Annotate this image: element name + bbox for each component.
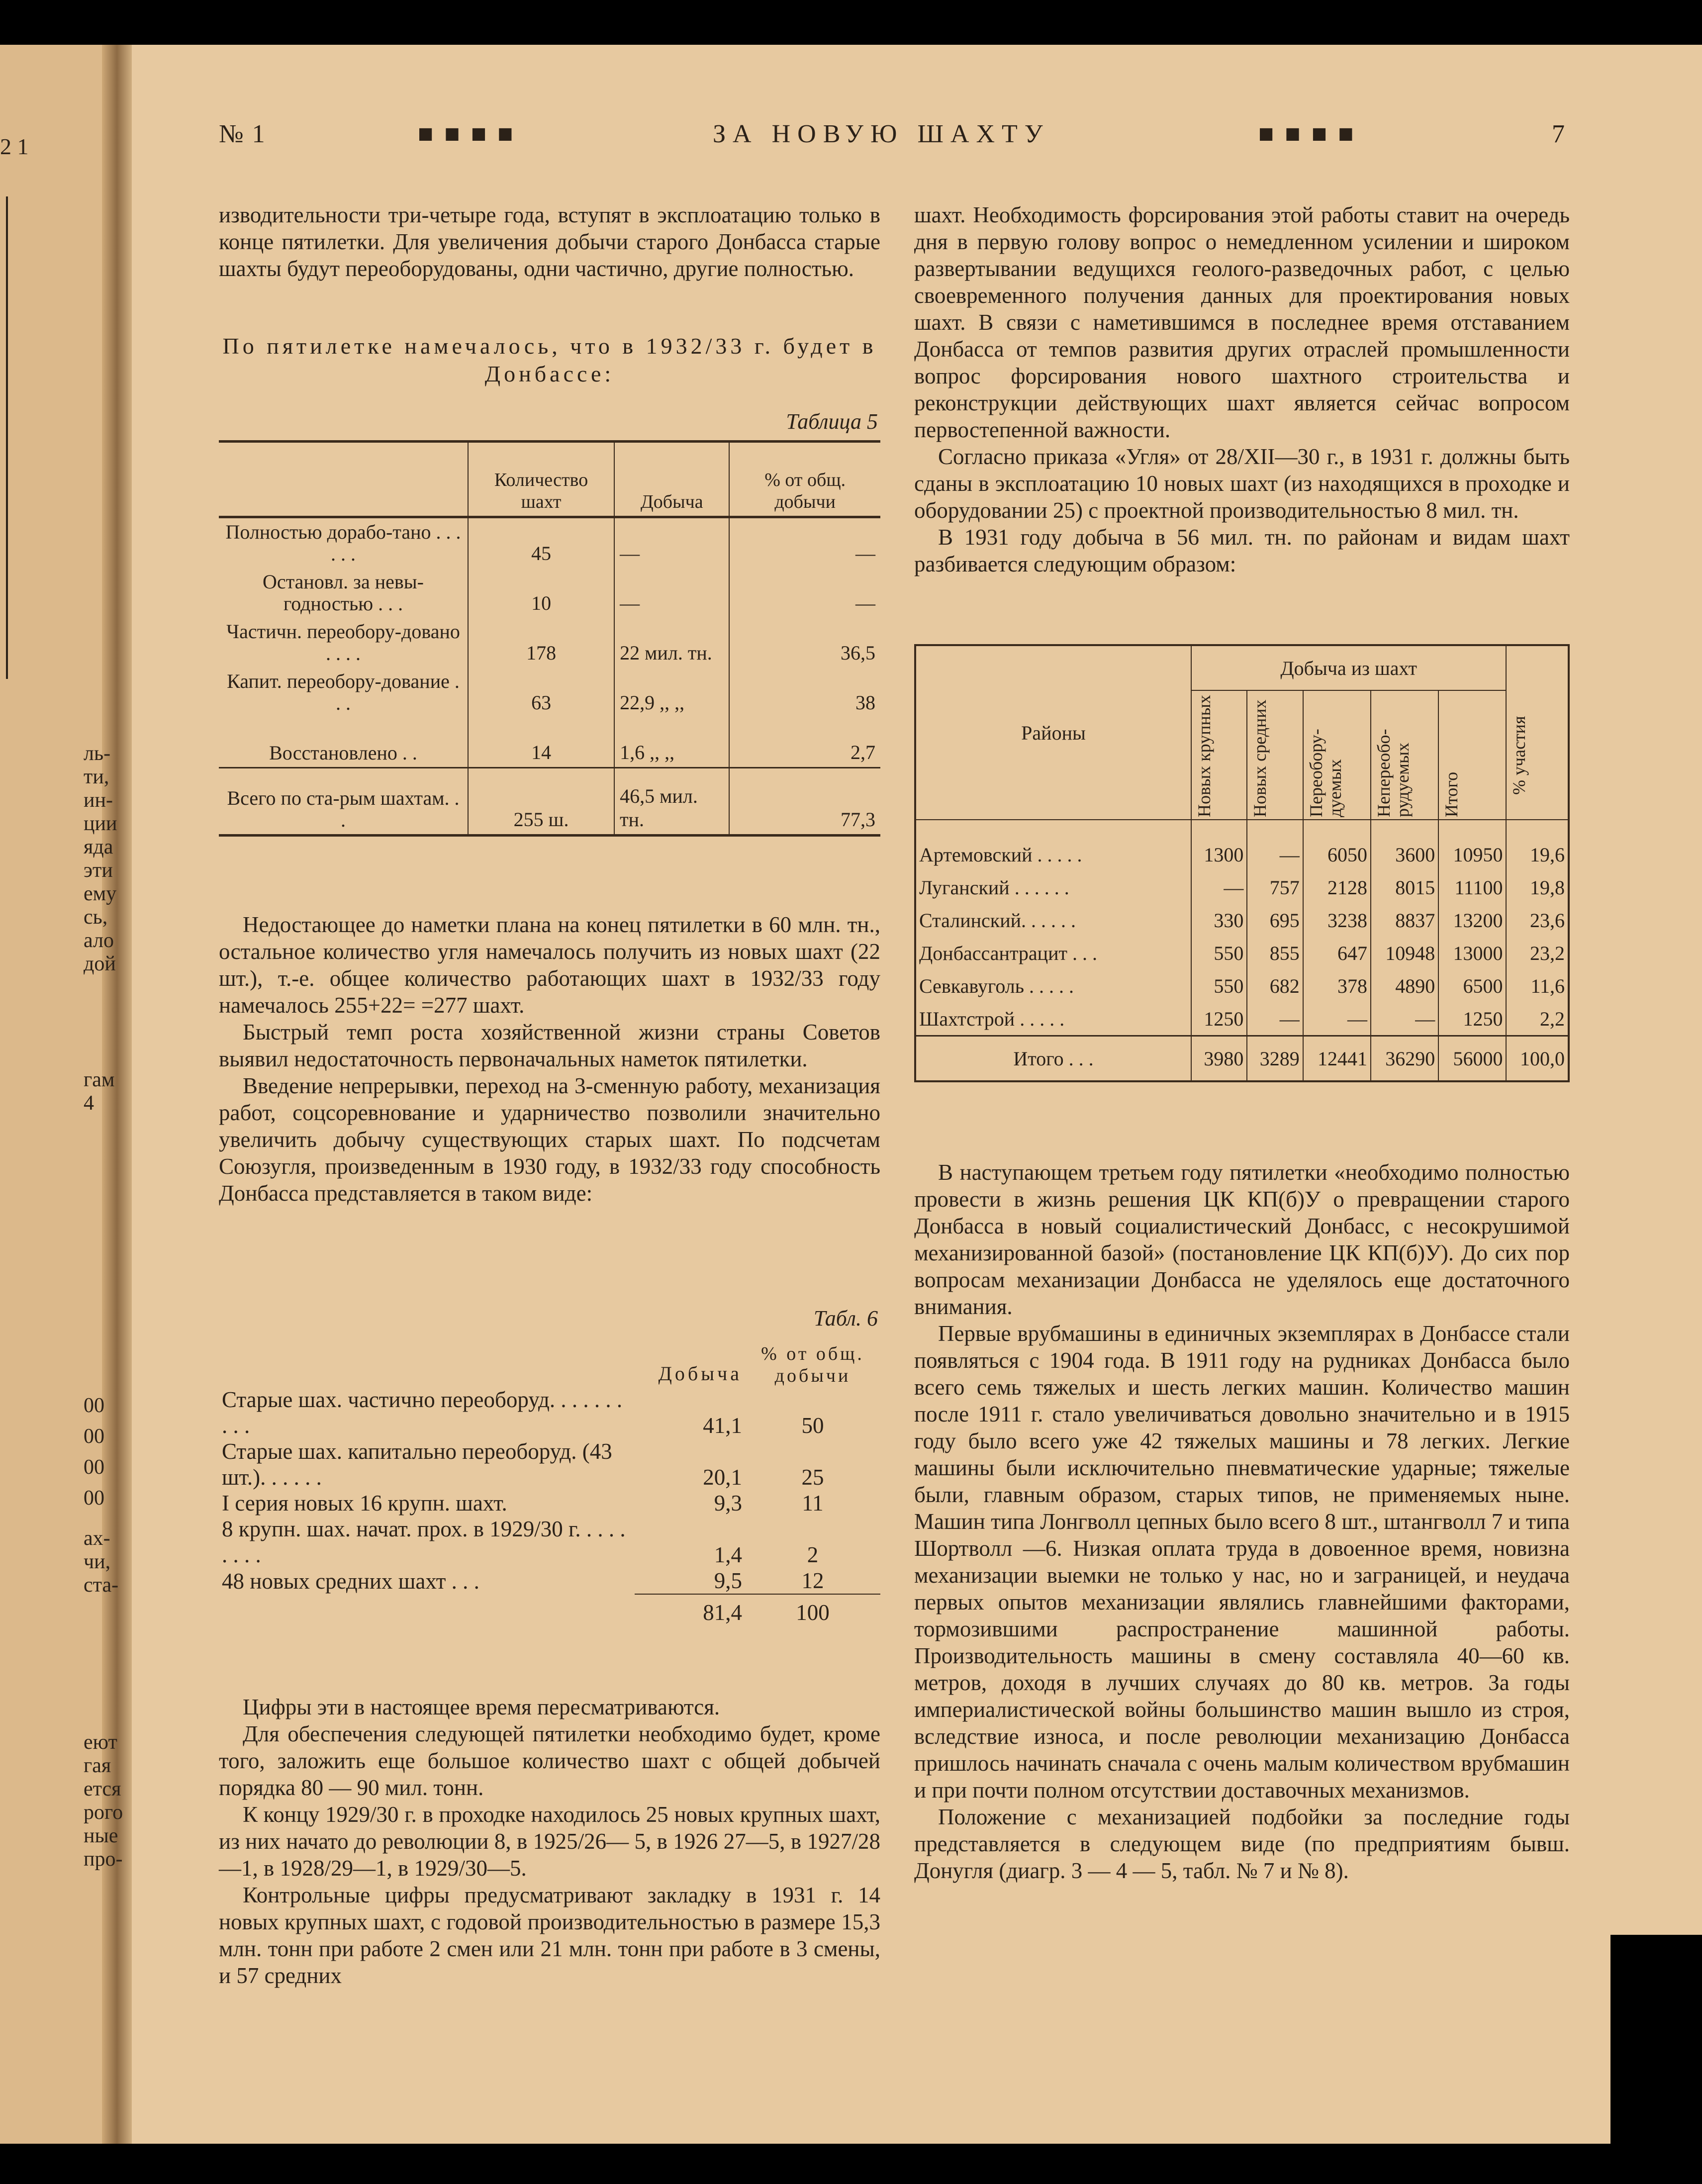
table-row [219, 667, 880, 717]
table-row [915, 904, 1569, 937]
table5-caption: Таблица 5 [786, 409, 878, 434]
fragment-text: ах- [84, 1527, 110, 1550]
table-cell: Всего по ста-рым шахтам. . . [227, 787, 460, 831]
table-cell: 36290 [1371, 1036, 1438, 1082]
table-cell: 9,5 [635, 1568, 745, 1594]
table-cell: 855 [1247, 937, 1303, 969]
table-row [915, 969, 1569, 1002]
fragment-text: ему [84, 882, 117, 905]
header-ornament-left: ■■■■ [418, 120, 524, 148]
table-cell: 48 новых средних шахт . . . [222, 1569, 479, 1594]
fragment-text: гам [84, 1068, 115, 1091]
table-cell: Старые шах. капитально переоборуд. (43 шт.). . . . . . [222, 1439, 612, 1490]
table-cell: Полностью дорабо-тано . . . . . . [225, 521, 461, 565]
fragment-text: 00 [84, 1487, 104, 1510]
table-header: Добыча из шахт [1191, 645, 1506, 690]
fragment-text: дой [84, 952, 116, 975]
table-row [219, 1568, 880, 1594]
paragraph: В наступающем третьем году пятилетки «необходимо полностью провести в жизнь решения ЦК КП(б)У о превращении старого Донбасса в новый социалистический Донбасс, с несокрушимой механизированной базой» (постановление ЦК КП(б)У). До сих пор вопросам механизации Донбасса не уделялось еще достаточного внимания. [914, 1160, 1570, 1319]
table-cell: 682 [1247, 969, 1303, 1002]
table-cell: 2128 [1303, 871, 1371, 904]
table-row [219, 1490, 880, 1516]
scan-shadow [1610, 1935, 1702, 2144]
table-cell: 1250 [1438, 1002, 1506, 1036]
table-subheader: Новых средних [1247, 690, 1303, 820]
table-cell: 378 [1303, 969, 1371, 1002]
fragment-text: про- [84, 1848, 123, 1871]
table-cell: 10 [468, 568, 614, 618]
table-cell: 45 [468, 517, 614, 569]
left-page-text-fragments [84, 1731, 123, 1871]
fragment-text: гая [84, 1754, 111, 1777]
table-cell: 1300 [1191, 820, 1247, 871]
table-row [219, 517, 880, 569]
table-cell: 13200 [1438, 904, 1506, 937]
table-row [219, 1516, 880, 1568]
paragraph: Для обеспечения следующей пятилетки необходимо будет, кроме того, заложить еще большое количество шахт с общей добычей порядка 80 — 90 мил. тонн. [219, 1721, 880, 1800]
left-column-top [219, 201, 880, 282]
table-cell: 3289 [1247, 1036, 1303, 1082]
table-6 [219, 1343, 880, 1625]
left-page-number: 2 1 [0, 134, 29, 159]
table-cell: — [1303, 1002, 1371, 1036]
table-cell: Севкавуголь . . . . . [915, 969, 1191, 1002]
table-cell: 757 [1247, 871, 1303, 904]
table-cell: 6500 [1438, 969, 1506, 1002]
right-column-bottom [914, 1159, 1570, 1884]
fragment-text: ста- [84, 1574, 119, 1597]
left-column-bottom [219, 1694, 880, 1989]
table-row [219, 1438, 880, 1490]
table-cell: 1,4 [714, 1542, 742, 1567]
fragment-text: еют [84, 1731, 117, 1754]
table-cell: Шахтстрой . . . . . [915, 1002, 1191, 1036]
table-cell: — [729, 568, 880, 618]
table-header: Районы [915, 645, 1191, 820]
table-row [915, 871, 1569, 904]
fragment-text: ные [84, 1824, 118, 1847]
paragraph: К концу 1929/30 г. в проходке находилось 25 новых крупных шахт, из них начато до революции 8, в 1925/26— 5, в 1926 27—5, в 1927/28—1, в 1928/29—1, в 1929/30—5. [219, 1802, 880, 1881]
table-cell: 19,6 [1506, 820, 1569, 871]
table-cell: 2 [807, 1542, 819, 1567]
fragment-text: ин- [84, 789, 113, 812]
fragment-text: ции [84, 812, 117, 835]
table-cell: 14 [468, 717, 614, 768]
paragraph: изводительности три-четыре года, вступят в эксплоатацию только в конце пятилетки. Для увеличения добычи старого Донбасса старые шахты будут переоборудованы, одни частично, другие полностью. [219, 202, 880, 281]
paragraph: Недостающее до наметки плана на конец пятилетки в 60 млн. тн., остальное количество угля намечалось получить из новых шахт (22 шт.), т.-е. общее количество работающих шахт в 1932/33 году намечалось 255+22= =277 шахт. [219, 912, 880, 1018]
fragment-text: ти, [84, 765, 109, 788]
paragraph: шахт. Необходимость форсирования этой работы ставит на очередь дня в первую голову вопрос о немедленном усилении и широком развертывании ведущихся геолого-разведочных работ, с целью своевременного получения данных для проектирования новых шахт. В связи с наметившимся в последнее время отставанием Донбасса от темпов развития других отраслей промышленности вопрос форсирования нового шахтного строительства и реконструкции действующих шахт является сейчас вопросом первостепенной важности. [914, 202, 1570, 442]
left-column-middle [219, 911, 880, 1207]
table-cell: Капит. переобору-дование . . . [227, 670, 460, 714]
table-cell: Луганский . . . . . . [915, 871, 1191, 904]
table-cell: — [614, 517, 729, 569]
table-cell: 19,8 [1506, 871, 1569, 904]
fragment-text: эти [84, 859, 113, 882]
table-cell: 1,6 ,, ,, [614, 717, 729, 768]
left-page-text-fragments [84, 742, 117, 976]
table-cell: Итого . . . [915, 1036, 1191, 1082]
table-cell: 25 [801, 1465, 824, 1490]
table-cell: Остановл. за невы-годностью . . . [263, 570, 424, 615]
fragment-text: ало [84, 929, 114, 952]
fragment-text: ль- [84, 742, 111, 765]
fragment-text: ется [84, 1778, 121, 1801]
table-cell: 20,1 [703, 1465, 742, 1490]
table-cell: 178 [468, 618, 614, 667]
paragraph: Согласно приказа «Угля» от 28/XII—30 г., в 1931 г. должны быть сданы в эксплоатацию 10 новых шахт (из находящихся в проходке и оборудовании 25) с проектной производительностью 8 мил. тн. [914, 444, 1570, 523]
header-ornament-right: ■■■■ [1258, 120, 1365, 148]
table-cell: 8 крупн. шах. начат. прох. в 1929/30 г. . . . . . . . . [222, 1517, 626, 1567]
table-cell: 6050 [1303, 820, 1371, 871]
table-cell: 50 [801, 1413, 824, 1438]
table-cell: 550 [1191, 969, 1247, 1002]
table-cell: 22 мил. тн. [614, 618, 729, 667]
table-cell: Донбассантрацит . . . [915, 937, 1191, 969]
fragment-text: 00 [84, 1394, 104, 1417]
table-cell: 10948 [1371, 937, 1438, 969]
fragment-text: рого [84, 1801, 123, 1824]
table-cell: 11100 [1438, 871, 1506, 904]
table-cell: 100,0 [1506, 1036, 1569, 1082]
table-cell: 330 [1191, 904, 1247, 937]
table-cell: 255 ш. [468, 768, 614, 836]
table-subheader: Переобору-дуемых [1303, 690, 1371, 820]
fragment-text: чи, [84, 1550, 111, 1573]
table-cell: — [614, 568, 729, 618]
table-5 [219, 440, 880, 837]
table-cell: 8015 [1371, 871, 1438, 904]
issue-number: № 1 [219, 120, 266, 148]
left-page-text-fragments [84, 1068, 114, 1115]
page-number: 7 [1552, 120, 1565, 148]
table-cell: 36,5 [729, 618, 880, 667]
table-total-row [219, 1594, 880, 1625]
table-cell: — [1247, 1002, 1303, 1036]
paragraph: В 1931 году добыча в 56 мил. тн. по районам и видам шахт разбивается следующим образом: [914, 525, 1570, 576]
paragraph: Контрольные цифры предусматривают закладку в 1931 г. 14 новых крупных шахт, с годовой производительностью в размере 15,3 млн. тонн при работе 2 смен или 21 млн. тонн при работе в 3 смены, и 57 средних [219, 1883, 880, 1988]
table-total-row [915, 1036, 1569, 1082]
table-cell: 1250 [1191, 1002, 1247, 1036]
table-cell: Старые шах. частично переоборуд. . . . . . . . . . [222, 1387, 623, 1438]
table-cell: — [1247, 820, 1303, 871]
table-header: Добыча [614, 442, 729, 517]
table-cell: 81,4 [703, 1600, 742, 1625]
paragraph: Первые врубмашины в единичных экземплярах в Донбассе стали появляться с 1904 года. В 1911 году на рудниках Донбасса было всего семь тяжелых и шесть легких машин. Количество машин после 1911 г. стало увеличиваться довольно значительно и в 1915 году было всего уже 42 тяжелых машины и 78 легких. Легкие машины были исключительно пневматические ударные; тяжелые были, главным образом, старых типов, не применяемых ныне. Машин типа Лонгволл цепных было всего 8 шт., штангволл 7 и типа Шортволл —6. Низкая оплата труда в довоенное время, новизна механизации выемки не только у нас, но и заграницей, и неудача первых опытов механизации являлись главнейшими факторами, тормозившими распространение машинной работы. Производительность машины в смену составляла 40—60 кв. метров, доходя в лучших случаях до 80 кв. метров. За годы империалистической войны большинство машин вышло из строя, вследствие износа, и после революции механизацию Донбасса пришлось начинать сначала с очень малым количеством врубмашин и при почти полном отсутствии доставочных механизмов. [914, 1321, 1570, 1803]
table-subheader: Непереобо-рудуемых [1371, 690, 1438, 820]
paragraph: Положение с механизацией подбойки за последние годы представляется в следующем виде (по предприятиям бывш. Донугля (диагр. 3 — 4 — 5, табл. № 7 и № 8). [914, 1804, 1570, 1883]
table-header: % от общ. добычи [761, 1343, 864, 1386]
table-row [219, 1387, 880, 1438]
table-header: Добыча [658, 1362, 742, 1385]
section-heading: По пятилетке намечалось, что в 1932/33 г. будет в Донбассе: [222, 333, 877, 386]
table-cell: 12441 [1303, 1036, 1371, 1082]
table-subheader: Итого [1438, 690, 1506, 820]
table-cell: 2,2 [1506, 1002, 1569, 1036]
table-cell: 4890 [1371, 969, 1438, 1002]
fragment-text: яда [84, 836, 113, 858]
table-cell: 22,9 ,, ,, [614, 667, 729, 717]
table-cell: Артемовский . . . . . [915, 820, 1191, 871]
table-cell: 3600 [1371, 820, 1438, 871]
fragment-text: 4 [84, 1092, 94, 1115]
fragment-text: сь, [84, 906, 108, 929]
newspaper-title: ЗА НОВУЮ ШАХТУ [713, 120, 1050, 148]
table-cell: 23,2 [1506, 937, 1569, 969]
table-cell: 13000 [1438, 937, 1506, 969]
table-cell: 647 [1303, 937, 1371, 969]
paragraph: Быстрый темп роста хозяйственной жизни страны Советов выявил недостаточность первоначальных наметок пятилетки. [219, 1020, 880, 1071]
table-cell: 77,3 [729, 768, 880, 836]
table-cell: Сталинский. . . . . . [915, 904, 1191, 937]
left-page-box [0, 196, 8, 679]
table-cell: Восстановлено . . [269, 742, 417, 764]
table-cell: 11 [802, 1491, 824, 1516]
right-column-top [914, 201, 1570, 577]
table-cell: 3238 [1303, 904, 1371, 937]
table-row [219, 717, 880, 768]
table-cell: 550 [1191, 937, 1247, 969]
table-subheader: Новых крупных [1191, 690, 1247, 820]
table-cell: 100 [796, 1600, 830, 1625]
table-row [219, 618, 880, 667]
table6-caption: Табл. 6 [813, 1306, 878, 1330]
table-cell: 3980 [1191, 1036, 1247, 1082]
table-cell: 41,1 [703, 1413, 742, 1438]
fragment-text: 00 [84, 1425, 104, 1448]
table-row [915, 820, 1569, 871]
table-cell: 38 [729, 667, 880, 717]
table-cell: 12 [745, 1568, 880, 1594]
paragraph: Введение непрерывки, переход на 3-сменную работу, механизация работ, соцсоревнование и ударничество позволили значительно увеличить добычу существующих старых шахт. По подсчетам Союзугля, произведенным в 1930 году, в 1932/33 году способность Донбасса представляется в таком виде: [219, 1073, 880, 1206]
table-cell: I серия новых 16 крупн. шахт. [222, 1491, 507, 1516]
table-cell: 9,3 [714, 1491, 742, 1516]
table-cell [219, 1594, 635, 1625]
table-total-row [219, 768, 880, 836]
table-cell: — [729, 517, 880, 569]
table-cell: 11,6 [1506, 969, 1569, 1002]
paragraph: Цифры эти в настоящее время пересматриваются. [243, 1695, 720, 1719]
table-cell: 46,5 мил. тн. [614, 768, 729, 836]
table-cell: — [1191, 871, 1247, 904]
table-cell: 10950 [1438, 820, 1506, 871]
table-cell: 63 [468, 667, 614, 717]
left-page-text-fragments [84, 1390, 104, 1514]
table-7 [914, 644, 1570, 1082]
table-cell: 2,7 [729, 717, 880, 768]
table-header: % участия [1506, 645, 1569, 820]
table-row [915, 937, 1569, 969]
table-cell: 56000 [1438, 1036, 1506, 1082]
table-row [219, 568, 880, 618]
fragment-text: 00 [84, 1456, 104, 1479]
table-header: Количество шахт [468, 442, 614, 517]
left-page-text-fragments [84, 1527, 118, 1597]
table-row [915, 1002, 1569, 1036]
table-cell: 23,6 [1506, 904, 1569, 937]
table-cell: Частичн. переобору-довано . . . . [226, 620, 460, 665]
table-header: % от общ. добычи [729, 442, 880, 517]
table-cell: — [1371, 1002, 1438, 1036]
table-cell: 695 [1247, 904, 1303, 937]
table-cell: 8837 [1371, 904, 1438, 937]
